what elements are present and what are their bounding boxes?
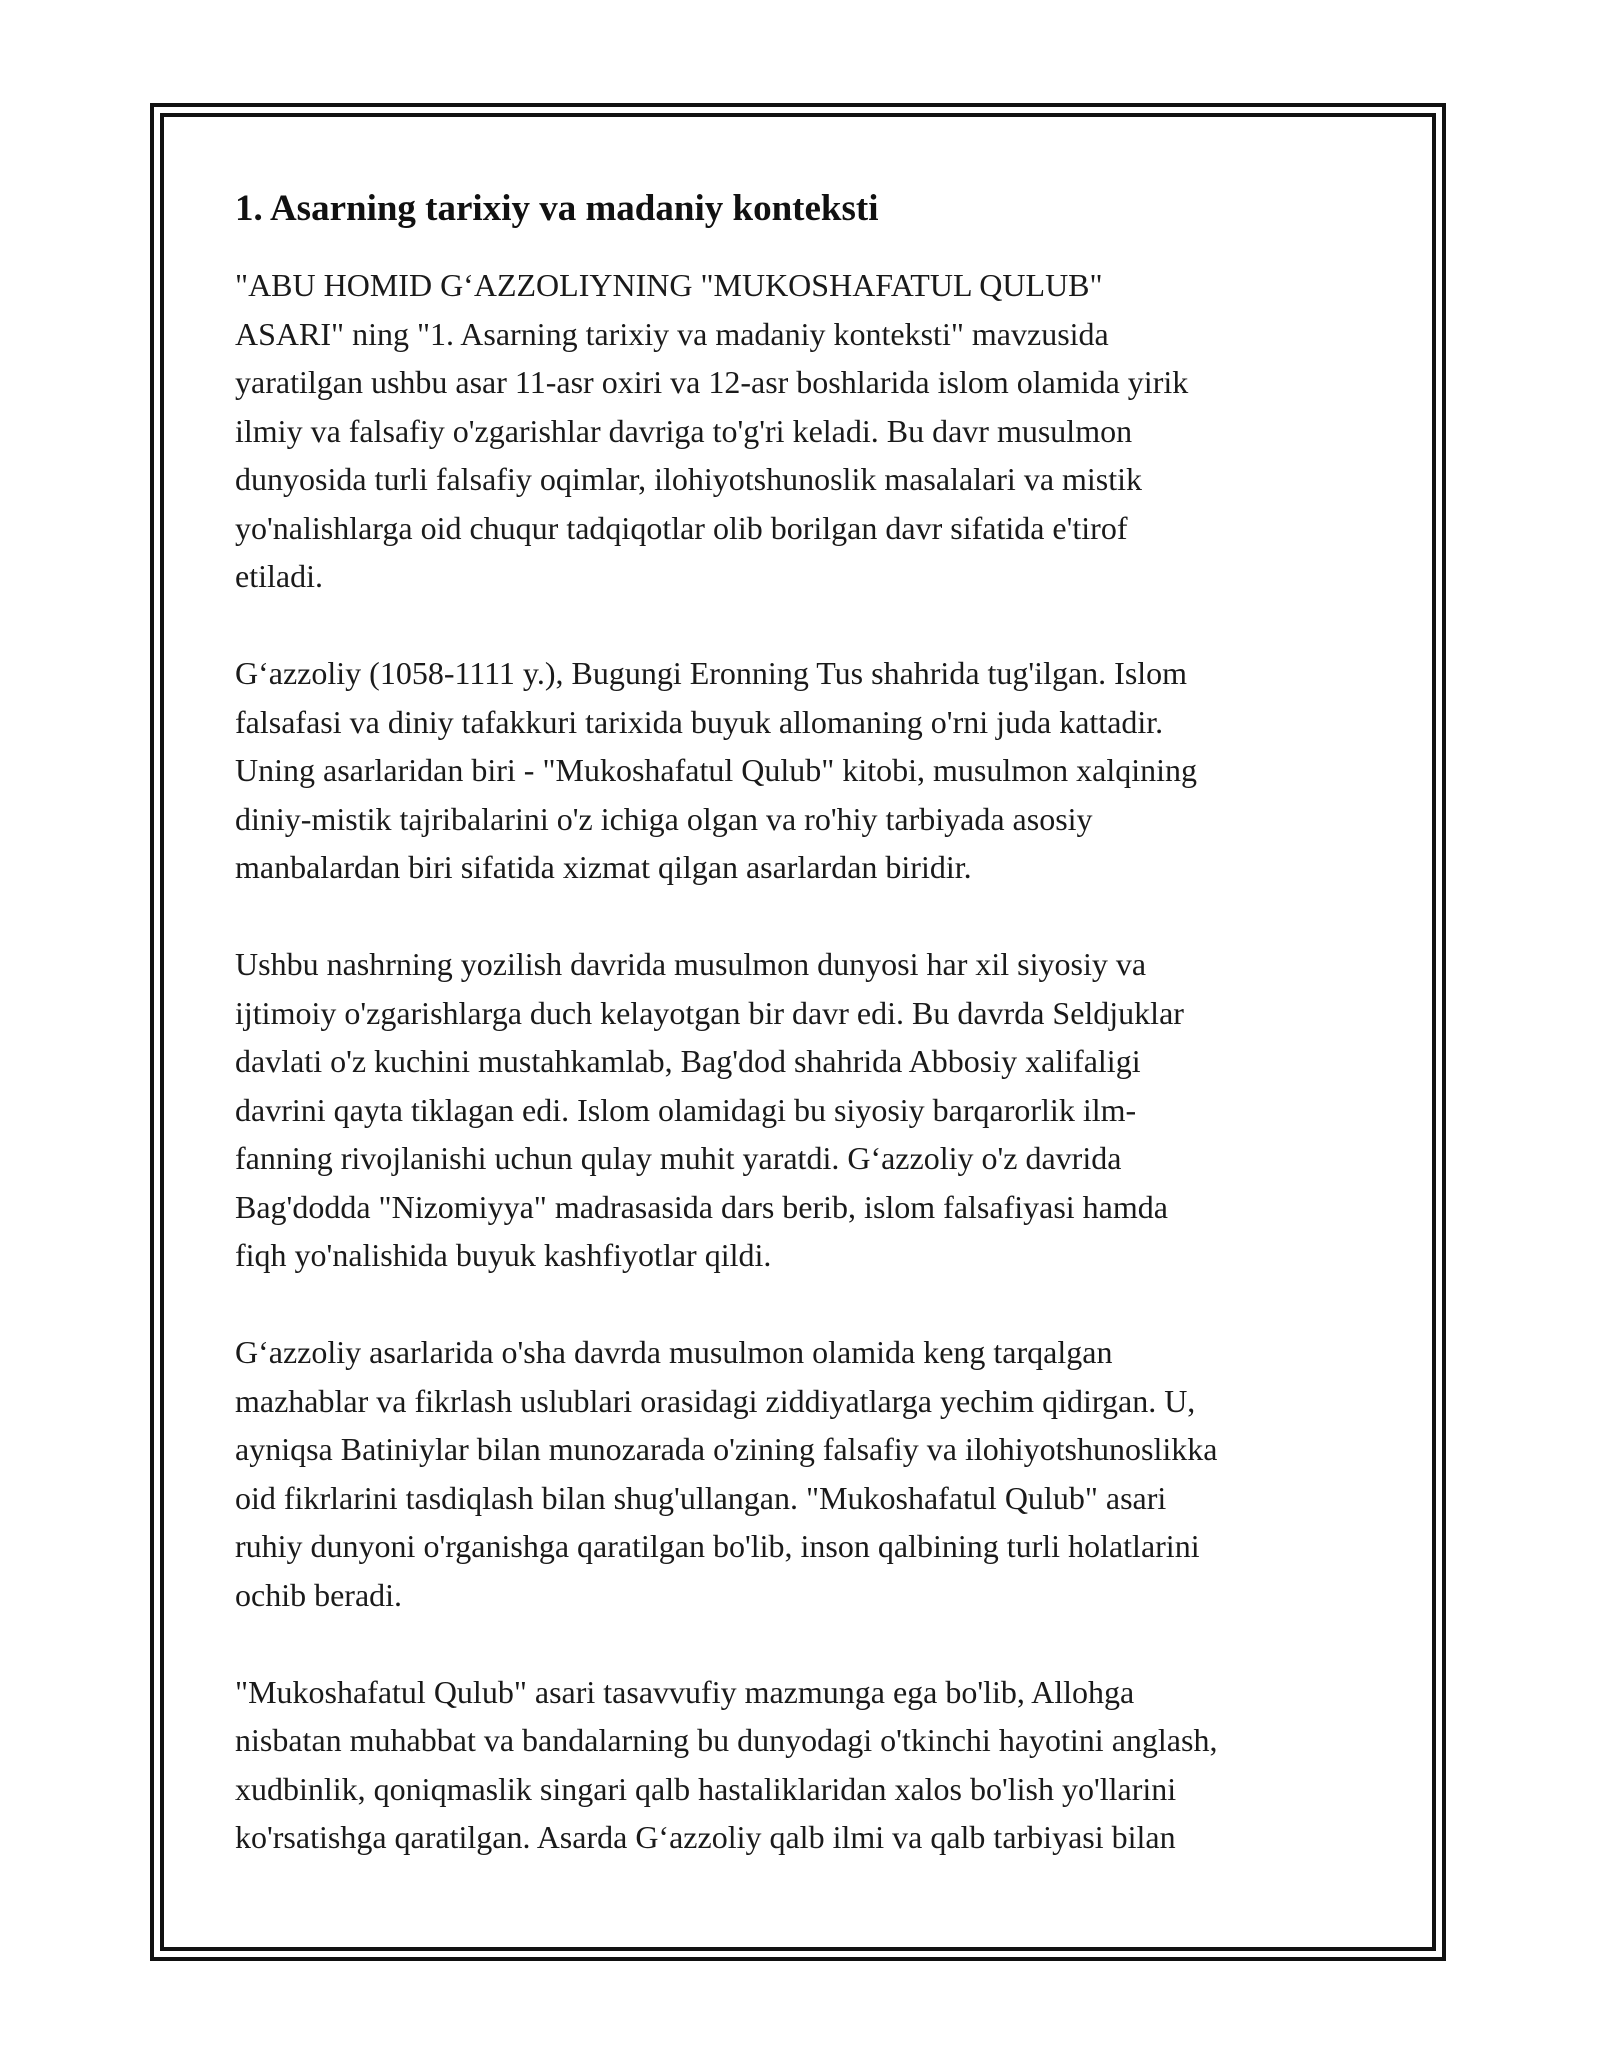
text-line: Ushbu nashrning yozilish davrida musulmon dunyosi har xil siyosiy va [235, 946, 1147, 982]
section-heading: 1. Asarning tarixiy va madaniy konteksti [235, 188, 879, 229]
text-line: davrini qayta tiklagan edi. Islom olamidagi bu siyosiy barqarorlik ilm- [235, 1091, 1137, 1128]
text-line: Bag'dodda "Nizomiyya" madrasasida dars berib, islom falsafiyasi hamda [235, 1188, 1168, 1225]
text-line: dunyosida turli falsafiy oqimlar, ilohiyotshunoslik masalalari va mistik [235, 461, 1143, 497]
text-line: fanning rivojlanishi uchun qulay muhit yaratdi. G‘azzoliy o'z davrida [235, 1140, 1122, 1176]
paragraph-1 [235, 261, 1375, 601]
text-line: "Mukoshafatul Qulub" asari tasavvufiy mazmunga ega bo'lib, Allohga [235, 1673, 1135, 1710]
text-line: falsafasi va diniy tafakkuri tarixida buyuk allomaning o'rni juda kattadir. [235, 703, 1164, 740]
text-line: ASARI" ning "1. Asarning tarixiy va madaniy konteksti" mavzusida [235, 315, 1109, 352]
text-line: G‘azzoliy (1058-1111 y.), Bugungi Eronning Tus shahrida tug'ilgan. Islom [235, 655, 1188, 691]
text-line: G‘azzoliy asarlarida o'sha davrda musulmon olamida keng tarqalgan [235, 1334, 1113, 1370]
text-line: yaratilgan ushbu asar 11-asr oxiri va 12-asr boshlarida islom olamida yirik [235, 364, 1189, 400]
text-line: Uning asarlaridan biri - "Mukoshafatul Qulub" kitobi, musulmon xalqining [235, 752, 1197, 788]
text-line: xudbinlik, qoniqmaslik singari qalb hastaliklaridan xalos bo'lish yo'llarini [235, 1770, 1177, 1807]
text-line: oid fikrlarini tasdiqlash bilan shug'ullangan. "Mukoshafatul Qulub" asari [235, 1479, 1167, 1516]
text-line: ilmiy va falsafiy o'zgarishlar davriga to'g'ri keladi. Bu davr musulmon [235, 412, 1133, 449]
text-line: ayniqsa Batiniylar bilan munozarada o'zining falsafiy va ilohiyotshunoslikka [235, 1431, 1218, 1467]
text-line: manbalardan biri sifatida xizmat qilgan asarlardan biridir. [235, 849, 972, 885]
paragraph-3 [235, 940, 1375, 1280]
paragraph-5 [235, 1668, 1375, 1862]
document-body [235, 185, 1375, 1862]
paragraph-2 [235, 649, 1375, 892]
paragraph-4 [235, 1328, 1375, 1619]
text-line: fiqh yo'nalishida buyuk kashfiyotlar qildi. [235, 1237, 772, 1273]
text-line: mazhablar va fikrlash uslublari orasidagi ziddiyatlarga yechim qidirgan. U, [235, 1382, 1196, 1419]
text-line: diniy-mistik tajribalarini o'z ichiga olgan va ro'hiy tarbiyada asosiy [235, 800, 1093, 837]
text-line: ijtimoiy o'zgarishlarga duch kelayotgan bir davr edi. Bu davrda Seldjuklar [235, 994, 1184, 1031]
text-line: "ABU HOMID G‘AZZOLIYNING "MUKOSHAFATUL QULUB" [235, 267, 1103, 303]
text-line: nisbatan muhabbat va bandalarning bu dunyodagi o'tkinchi hayotini anglash, [235, 1722, 1218, 1758]
text-line: ruhiy dunyoni o'rganishga qaratilgan bo'lib, inson qalbining turli holatlarini [235, 1528, 1200, 1564]
text-line: davlati o'z kuchini mustahkamlab, Bag'dod shahrida Abbosiy xalifaligi [235, 1043, 1141, 1079]
text-line: ko'rsatishga qaratilgan. Asarda G‘azzoliy qalb ilmi va qalb tarbiyasi bilan [235, 1819, 1176, 1855]
text-line: etiladi. [235, 558, 323, 594]
text-line: ochib beradi. [235, 1576, 403, 1613]
text-line: yo'nalishlarga oid chuqur tadqiqotlar olib borilgan davr sifatida e'tirof [235, 509, 1128, 546]
